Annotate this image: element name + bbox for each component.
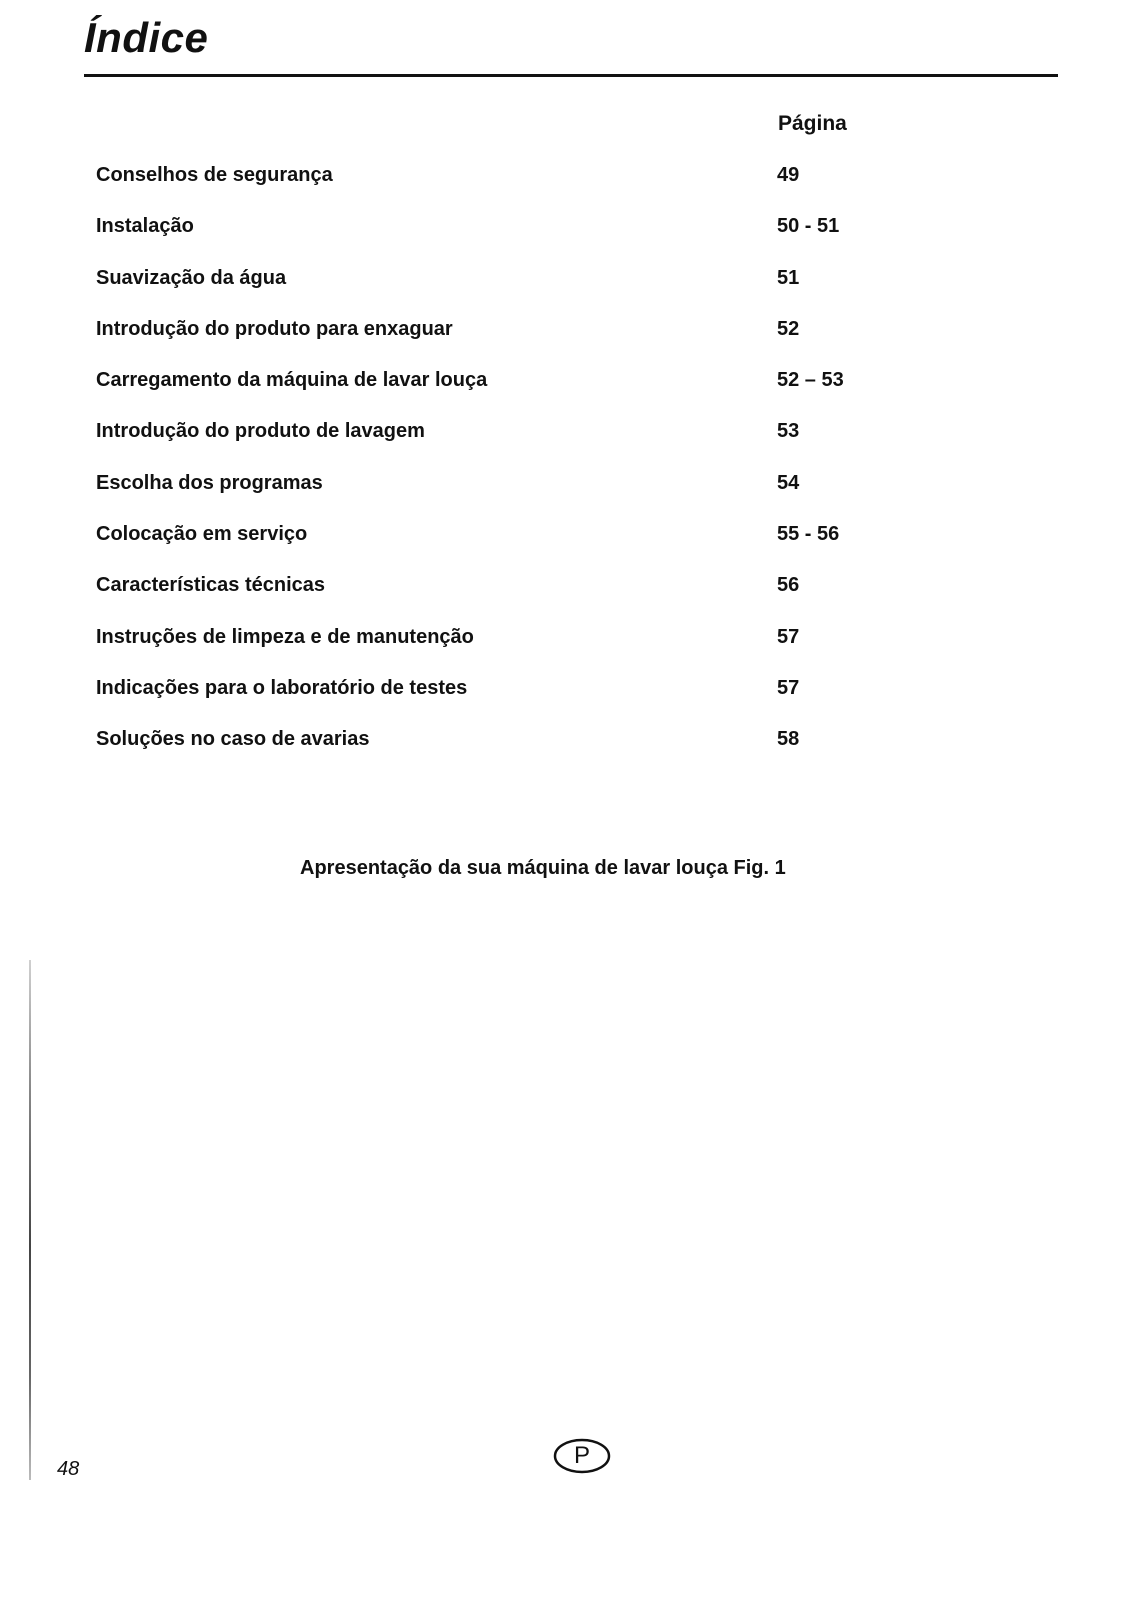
figure-caption: Apresentação da sua máquina de lavar louça Fig. 1 <box>300 857 786 879</box>
toc-entry-limpeza-manutencao <box>96 626 996 677</box>
toc-entry-escolha-programas <box>96 472 996 523</box>
toc-entry-page: 53 <box>777 420 800 443</box>
page-title: Índice <box>84 14 209 61</box>
toc-entry-suavizacao-da-agua <box>96 267 996 318</box>
toc-entry-page: 55 - 56 <box>777 523 840 546</box>
toc-entry-label: Colocação em serviço <box>96 523 308 546</box>
toc-entry-solucoes-avarias <box>96 728 996 779</box>
toc-entry-label: Introdução do produto para enxaguar <box>96 317 453 340</box>
language-badge <box>553 1438 611 1474</box>
toc-entry-page: 57 <box>777 676 800 699</box>
page-column-header: Página <box>778 112 847 135</box>
toc-entry-page: 56 <box>777 574 800 597</box>
title-divider <box>84 74 1058 77</box>
toc-entry-conselhos-de-seguranca <box>96 164 996 215</box>
toc-entry-instalacao <box>96 215 996 266</box>
toc-entry-page: 57 <box>777 625 800 648</box>
toc-entry-page: 52 – 53 <box>777 369 844 392</box>
toc-entry-page: 49 <box>777 164 800 186</box>
toc-entry-laboratorio-testes <box>96 677 996 728</box>
toc-entry-label: Introdução do produto de lavagem <box>96 420 425 443</box>
toc-entry-carregamento <box>96 369 996 420</box>
toc-entry-page: 51 <box>777 266 800 289</box>
toc-entry-label: Características técnicas <box>96 574 326 597</box>
language-code: P <box>573 1442 590 1469</box>
toc-entry-label: Instalação <box>96 215 194 238</box>
toc-entry-page: 54 <box>777 471 800 494</box>
toc-entry-label: Instruções de limpeza e de manutenção <box>96 625 474 648</box>
toc-entry-page: 50 - 51 <box>777 215 840 238</box>
toc-entry-label: Escolha dos programas <box>96 471 323 494</box>
toc-entry-label: Carregamento da máquina de lavar louça <box>96 369 488 392</box>
toc-entry-produto-enxaguar <box>96 318 996 369</box>
toc-entry-produto-lavagem <box>96 420 996 471</box>
toc-entry-label: Indicações para o laboratório de testes <box>96 676 468 699</box>
table-of-contents <box>96 164 996 780</box>
toc-entry-label: Soluções no caso de avarias <box>96 728 370 751</box>
scan-edge-line <box>29 960 31 1480</box>
toc-entry-colocacao-servico <box>96 523 996 574</box>
toc-entry-page: 52 <box>777 317 800 340</box>
toc-entry-label: Suavização da água <box>96 266 287 289</box>
toc-entry-caracteristicas-tecnicas <box>96 574 996 625</box>
toc-entry-label: Conselhos de segurança <box>96 164 333 186</box>
page-number: 48 <box>57 1458 80 1480</box>
toc-entry-page: 58 <box>777 728 800 751</box>
